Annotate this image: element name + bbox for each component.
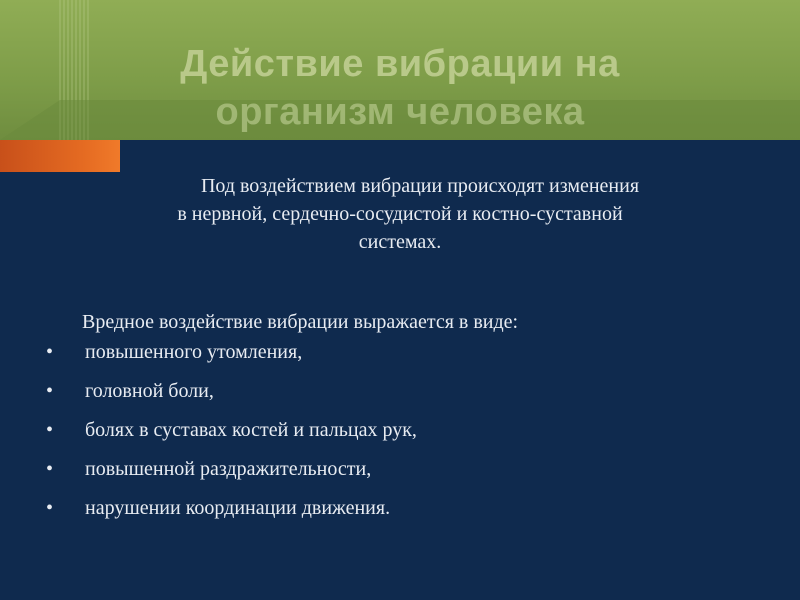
list-item: [0, 498, 800, 518]
list-item: [0, 381, 800, 401]
paragraph-1: [0, 172, 800, 256]
list-item-text: головной боли,: [85, 380, 214, 402]
list-item-text: нарушении координации движения.: [85, 497, 391, 519]
title-line-1: Действие вибрации на: [180, 43, 620, 85]
paragraph-1-line-3: системах.: [358, 231, 442, 253]
bullet-icon: •: [46, 458, 54, 480]
list-item-text: повышенной раздражительности,: [85, 458, 372, 480]
title-line-2: организм человека: [215, 91, 585, 133]
accent-bar: [0, 140, 120, 172]
bullet-icon: •: [46, 341, 54, 363]
slide-title: [120, 40, 680, 136]
list-item: [0, 459, 800, 479]
bullet-icon: •: [46, 380, 54, 402]
bullet-icon: •: [46, 497, 54, 519]
list-intro: Вредное воздействие вибрации выражается в виде:: [82, 311, 519, 333]
paragraph-1-line-1: Под воздействием вибрации происходят изменения: [200, 175, 640, 197]
list-item: [0, 342, 800, 362]
bullet-icon: •: [46, 419, 54, 441]
paragraph-1-line-2: в нервной, сердечно-сосудистой и костно-суставной: [177, 203, 623, 225]
list-item-text: болях в суставах костей и пальцах рук,: [85, 419, 417, 441]
list-item-text: повышенного утомления,: [85, 341, 303, 363]
effects-list: [0, 342, 800, 518]
slide-body: [0, 172, 800, 537]
list-item: [0, 420, 800, 440]
